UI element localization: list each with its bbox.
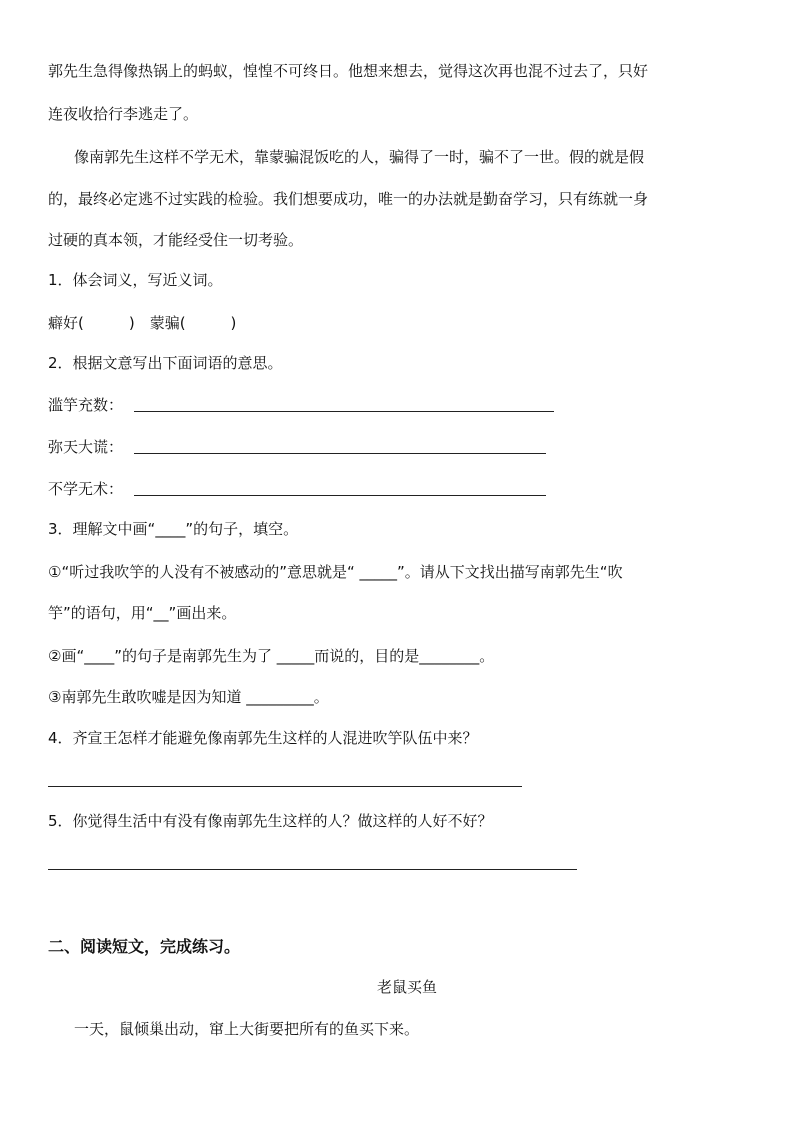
question-2-term-b: 弥天大谎： [48,438,124,456]
question-3-sub-1a: ①“听过我吹竽的人没有不被感动的”意思就是“ _____”。请从下文找出描写南郭先生“吹 [48,563,623,581]
question-3-sub-3: ③南郭先生敢吹嘘是因为知道 _________。 [48,688,329,706]
section-2-heading: 二、阅读短文，完成练习。 [48,937,241,956]
story-title: 老鼠买鱼 [376,978,437,996]
question-2-term-a: 滥竽充数： [48,396,124,414]
passage-line-4: 的，最终必定逃不过实践的检验。我们想要成功，唯一的办法就是勤奋学习，只有练就一身 [48,190,649,208]
passage-line-3: 像南郭先生这样不学无术，靠蒙骗混饭吃的人，骗得了一时，骗不了一世。假的就是假 [74,148,645,166]
question-5-prompt: 5．你觉得生活中有没有像南郭先生这样的人？做这样的人好不好？ [48,812,493,830]
answer-line-question-4[interactable] [48,786,522,787]
passage-line-5: 过硬的真本领，才能经受住一切考验。 [48,231,304,249]
answer-line-term-b[interactable] [134,453,546,454]
question-3-sub-1b: 竽”的语句，用“__”画出来。 [48,604,237,622]
question-4-prompt: 4．齐宣王怎样才能避免像南郭先生这样的人混进吹竽队伍中来？ [48,729,478,747]
answer-line-question-5[interactable] [48,869,577,870]
passage-line-1: 郭先生急得像热锅上的蚂蚁，惶惶不可终日。他想来想去，觉得这次再也混不过去了，只好 [48,62,649,80]
question-2-term-c: 不学无术： [48,480,124,498]
answer-line-term-c[interactable] [134,495,546,496]
question-1-prompt: 1．体会词义，写近义词。 [48,271,223,289]
story-first-line: 一天，鼠倾巢出动，窜上大街要把所有的鱼买下来。 [74,1020,420,1038]
question-3-prompt: 3．理解文中画“____”的句子，填空。 [48,520,299,538]
question-2-prompt: 2．根据文意写出下面词语的意思。 [48,354,283,372]
answer-line-term-a[interactable] [134,411,554,412]
question-1-synonym-blanks[interactable]: 癖好( ) 蒙骗( ) [48,314,237,332]
passage-line-2: 连夜收拾行李逃走了。 [48,105,199,123]
question-3-sub-2: ②画“____”的句子是南郭先生为了 _____而说的，目的是________。 [48,647,495,665]
